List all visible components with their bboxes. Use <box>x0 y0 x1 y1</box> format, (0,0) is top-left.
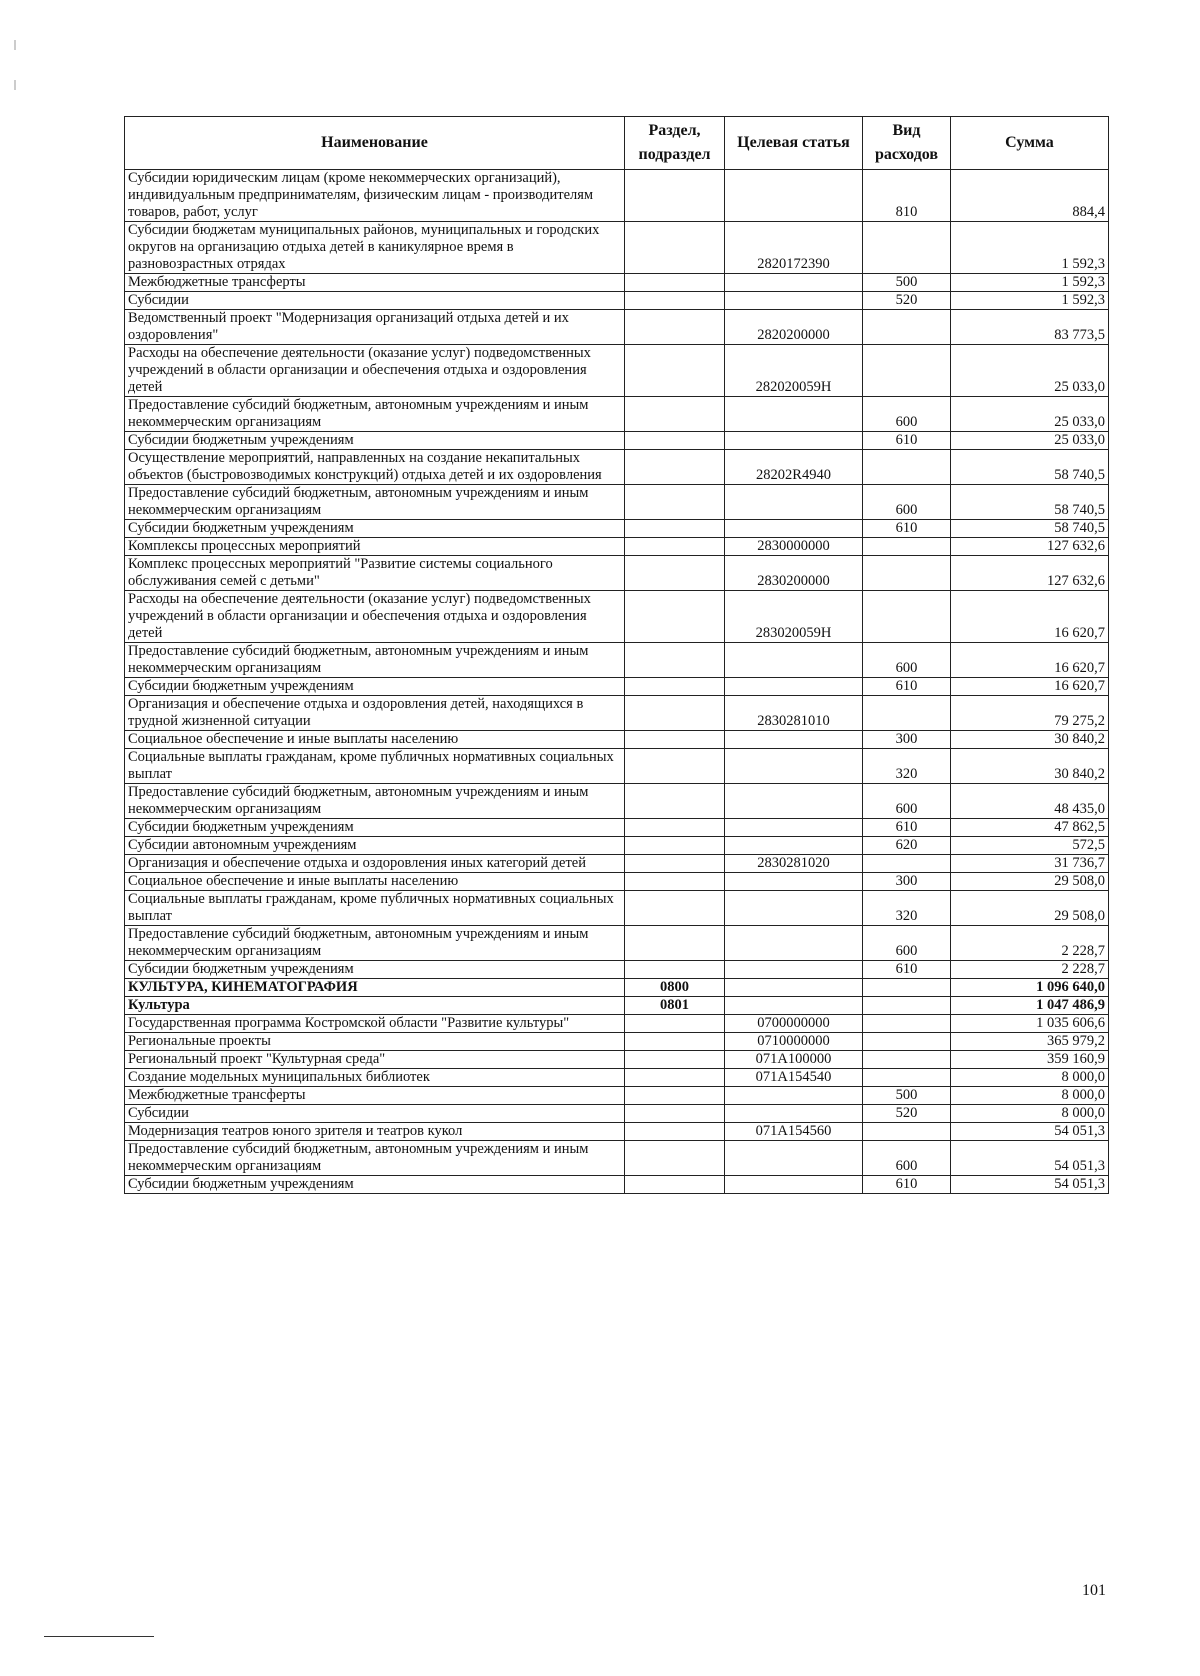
header-target: Целевая статья <box>725 117 863 170</box>
cell-sum: 48 435,0 <box>951 784 1109 819</box>
cell-section <box>625 731 725 749</box>
table-row <box>125 432 1109 450</box>
cell-target <box>725 873 863 891</box>
cell-name: Субсидии <box>125 292 625 310</box>
cell-target <box>725 979 863 997</box>
cell-section <box>625 784 725 819</box>
cell-target: 2820172390 <box>725 222 863 274</box>
table-row <box>125 749 1109 784</box>
table-row <box>125 926 1109 961</box>
cell-name: Организация и обеспечение отдыха и оздоровления иных категорий детей <box>125 855 625 873</box>
cell-sum: 2 228,7 <box>951 961 1109 979</box>
cell-name: Государственная программа Костромской области "Развитие культуры" <box>125 1015 625 1033</box>
table-row <box>125 979 1109 997</box>
cell-section <box>625 274 725 292</box>
cell-name: Межбюджетные трансферты <box>125 1087 625 1105</box>
cell-sum: 16 620,7 <box>951 678 1109 696</box>
cell-name: Социальное обеспечение и иные выплаты населению <box>125 731 625 749</box>
table-row <box>125 891 1109 926</box>
cell-section <box>625 1176 725 1194</box>
budget-table <box>124 116 1109 1194</box>
cell-sum: 2 228,7 <box>951 926 1109 961</box>
cell-target: 071А154540 <box>725 1069 863 1087</box>
cell-sum: 83 773,5 <box>951 310 1109 345</box>
cell-type <box>863 696 951 731</box>
cell-type: 600 <box>863 485 951 520</box>
cell-type <box>863 222 951 274</box>
cell-section <box>625 926 725 961</box>
cell-type: 320 <box>863 891 951 926</box>
cell-name: Субсидии бюджетным учреждениям <box>125 678 625 696</box>
cell-sum: 1 592,3 <box>951 292 1109 310</box>
table-row <box>125 1123 1109 1141</box>
cell-sum: 1 592,3 <box>951 274 1109 292</box>
cell-section <box>625 1105 725 1123</box>
cell-name: Создание модельных муниципальных библиотек <box>125 1069 625 1087</box>
cell-sum: 30 840,2 <box>951 749 1109 784</box>
cell-sum: 30 840,2 <box>951 731 1109 749</box>
cell-type: 610 <box>863 961 951 979</box>
cell-target: 282020059Н <box>725 345 863 397</box>
cell-name: Межбюджетные трансферты <box>125 274 625 292</box>
cell-target <box>725 292 863 310</box>
cell-section <box>625 485 725 520</box>
cell-name: Субсидии юридическим лицам (кроме некоммерческих организаций), индивидуальным предпринимателям, физическим лицам - производителям товаров, работ, услуг <box>125 170 625 222</box>
cell-name: Комплексы процессных мероприятий <box>125 538 625 556</box>
cell-target <box>725 1176 863 1194</box>
cell-type <box>863 450 951 485</box>
cell-target <box>725 819 863 837</box>
cell-name: Ведомственный проект "Модернизация организаций отдыха детей и их оздоровления" <box>125 310 625 345</box>
cell-section <box>625 591 725 643</box>
cell-sum: 365 979,2 <box>951 1033 1109 1051</box>
table-row <box>125 397 1109 432</box>
cell-type: 610 <box>863 819 951 837</box>
cell-name: Субсидии <box>125 1105 625 1123</box>
cell-target: 283020059Н <box>725 591 863 643</box>
header-name: Наименование <box>125 117 625 170</box>
cell-type <box>863 591 951 643</box>
cell-name: Социальные выплаты гражданам, кроме публичных нормативных социальных выплат <box>125 891 625 926</box>
table-row <box>125 222 1109 274</box>
cell-sum: 1 096 640,0 <box>951 979 1109 997</box>
cell-type <box>863 310 951 345</box>
cell-target <box>725 1141 863 1176</box>
cell-type <box>863 1051 951 1069</box>
cell-target <box>725 961 863 979</box>
cell-sum: 58 740,5 <box>951 520 1109 538</box>
cell-section: 0801 <box>625 997 725 1015</box>
table-row <box>125 1105 1109 1123</box>
cell-target <box>725 643 863 678</box>
cell-target <box>725 731 863 749</box>
cell-type: 610 <box>863 678 951 696</box>
cell-type: 610 <box>863 1176 951 1194</box>
cell-type: 520 <box>863 292 951 310</box>
table-header-row <box>125 117 1109 170</box>
cell-section <box>625 222 725 274</box>
cell-name: Предоставление субсидий бюджетным, автономным учреждениям и иным некоммерческим организациям <box>125 1141 625 1176</box>
cell-sum: 25 033,0 <box>951 432 1109 450</box>
cell-name: Региональные проекты <box>125 1033 625 1051</box>
cell-section <box>625 696 725 731</box>
cell-target: 2830000000 <box>725 538 863 556</box>
cell-type: 600 <box>863 784 951 819</box>
cell-type: 600 <box>863 926 951 961</box>
cell-section <box>625 961 725 979</box>
cell-sum: 58 740,5 <box>951 450 1109 485</box>
footer-rule <box>44 1636 154 1637</box>
cell-sum: 58 740,5 <box>951 485 1109 520</box>
cell-sum: 1 592,3 <box>951 222 1109 274</box>
cell-target: 2830281020 <box>725 855 863 873</box>
cell-sum: 572,5 <box>951 837 1109 855</box>
cell-sum: 16 620,7 <box>951 591 1109 643</box>
cell-target <box>725 520 863 538</box>
cell-sum: 54 051,3 <box>951 1123 1109 1141</box>
cell-target: 0700000000 <box>725 1015 863 1033</box>
cell-section <box>625 855 725 873</box>
cell-name: Организация и обеспечение отдыха и оздоровления детей, находящихся в трудной жизненной ситуации <box>125 696 625 731</box>
cell-type <box>863 556 951 591</box>
scan-margin-mark <box>14 40 16 50</box>
cell-target <box>725 837 863 855</box>
scan-margin-mark <box>14 80 16 90</box>
table-row <box>125 1087 1109 1105</box>
table-row <box>125 310 1109 345</box>
cell-sum: 1 035 606,6 <box>951 1015 1109 1033</box>
cell-type: 600 <box>863 1141 951 1176</box>
cell-sum: 29 508,0 <box>951 891 1109 926</box>
table-row <box>125 520 1109 538</box>
table-row <box>125 784 1109 819</box>
table-row <box>125 1015 1109 1033</box>
cell-section <box>625 1123 725 1141</box>
cell-section <box>625 1141 725 1176</box>
cell-target: 2820200000 <box>725 310 863 345</box>
cell-name: Субсидии автономным учреждениям <box>125 837 625 855</box>
cell-section <box>625 292 725 310</box>
cell-name: Расходы на обеспечение деятельности (оказание услуг) подведомственных учреждений в области организации и обеспечения отдыха и оздоровления детей <box>125 345 625 397</box>
table-row <box>125 292 1109 310</box>
table-row <box>125 170 1109 222</box>
table-row <box>125 274 1109 292</box>
cell-section <box>625 345 725 397</box>
cell-type: 600 <box>863 397 951 432</box>
cell-sum: 884,4 <box>951 170 1109 222</box>
cell-target: 0710000000 <box>725 1033 863 1051</box>
cell-type <box>863 538 951 556</box>
cell-name: Субсидии бюджетным учреждениям <box>125 432 625 450</box>
cell-sum: 8 000,0 <box>951 1105 1109 1123</box>
cell-sum: 25 033,0 <box>951 397 1109 432</box>
table-row <box>125 696 1109 731</box>
cell-name: Предоставление субсидий бюджетным, автономным учреждениям и иным некоммерческим организациям <box>125 784 625 819</box>
cell-sum: 8 000,0 <box>951 1087 1109 1105</box>
cell-target <box>725 170 863 222</box>
table-row <box>125 538 1109 556</box>
cell-name: Предоставление субсидий бюджетным, автономным учреждениям и иным некоммерческим организациям <box>125 397 625 432</box>
cell-target <box>725 749 863 784</box>
cell-sum: 47 862,5 <box>951 819 1109 837</box>
cell-target: 071А154560 <box>725 1123 863 1141</box>
cell-name: Субсидии бюджетным учреждениям <box>125 819 625 837</box>
cell-name: Предоставление субсидий бюджетным, автономным учреждениям и иным некоммерческим организациям <box>125 643 625 678</box>
cell-type: 520 <box>863 1105 951 1123</box>
cell-section <box>625 749 725 784</box>
cell-target <box>725 432 863 450</box>
cell-type <box>863 997 951 1015</box>
cell-type: 620 <box>863 837 951 855</box>
page-number: 101 <box>1082 1582 1106 1599</box>
cell-type: 810 <box>863 170 951 222</box>
cell-sum: 127 632,6 <box>951 556 1109 591</box>
cell-target <box>725 784 863 819</box>
table-row <box>125 819 1109 837</box>
cell-target <box>725 891 863 926</box>
cell-section <box>625 538 725 556</box>
cell-section <box>625 1069 725 1087</box>
table-row <box>125 997 1109 1015</box>
cell-sum: 1 047 486,9 <box>951 997 1109 1015</box>
cell-type: 500 <box>863 274 951 292</box>
cell-name: Субсидии бюджетам муниципальных районов, муниципальных и городских округов на организацию отдыха детей в каникулярное время в разновозрастных отрядах <box>125 222 625 274</box>
cell-type <box>863 1069 951 1087</box>
cell-section <box>625 1087 725 1105</box>
table-row <box>125 873 1109 891</box>
cell-sum: 29 508,0 <box>951 873 1109 891</box>
cell-section <box>625 873 725 891</box>
table-row <box>125 678 1109 696</box>
cell-section <box>625 819 725 837</box>
cell-name: Социальные выплаты гражданам, кроме публичных нормативных социальных выплат <box>125 749 625 784</box>
table-row <box>125 1033 1109 1051</box>
table-row <box>125 1069 1109 1087</box>
cell-type: 600 <box>863 643 951 678</box>
cell-sum: 54 051,3 <box>951 1176 1109 1194</box>
cell-target: 2830200000 <box>725 556 863 591</box>
cell-target <box>725 274 863 292</box>
cell-name: Комплекс процессных мероприятий "Развитие системы социального обслуживания семей с детьми" <box>125 556 625 591</box>
table-row <box>125 837 1109 855</box>
table-row <box>125 643 1109 678</box>
cell-type <box>863 345 951 397</box>
cell-sum: 127 632,6 <box>951 538 1109 556</box>
cell-sum: 359 160,9 <box>951 1051 1109 1069</box>
cell-section: 0800 <box>625 979 725 997</box>
cell-type <box>863 855 951 873</box>
cell-target <box>725 485 863 520</box>
cell-target: 2830281010 <box>725 696 863 731</box>
table-row <box>125 731 1109 749</box>
cell-type: 300 <box>863 873 951 891</box>
cell-type <box>863 1015 951 1033</box>
cell-sum: 25 033,0 <box>951 345 1109 397</box>
cell-target <box>725 1087 863 1105</box>
cell-target: 071А100000 <box>725 1051 863 1069</box>
cell-target <box>725 678 863 696</box>
cell-type <box>863 979 951 997</box>
cell-section <box>625 520 725 538</box>
cell-section <box>625 837 725 855</box>
cell-name: Предоставление субсидий бюджетным, автономным учреждениям и иным некоммерческим организациям <box>125 926 625 961</box>
cell-type: 500 <box>863 1087 951 1105</box>
table-row <box>125 591 1109 643</box>
header-type: Вид расходов <box>863 117 951 170</box>
table-row <box>125 556 1109 591</box>
cell-name: Субсидии бюджетным учреждениям <box>125 1176 625 1194</box>
cell-section <box>625 556 725 591</box>
cell-section <box>625 1051 725 1069</box>
cell-type: 300 <box>863 731 951 749</box>
table-body <box>125 170 1109 1194</box>
cell-name: Субсидии бюджетным учреждениям <box>125 961 625 979</box>
cell-type <box>863 1123 951 1141</box>
cell-target <box>725 926 863 961</box>
cell-section <box>625 643 725 678</box>
table-row <box>125 485 1109 520</box>
header-sum: Сумма <box>951 117 1109 170</box>
table-row <box>125 1176 1109 1194</box>
cell-name: Культура <box>125 997 625 1015</box>
table-row <box>125 1051 1109 1069</box>
cell-target: 28202R4940 <box>725 450 863 485</box>
cell-name: Субсидии бюджетным учреждениям <box>125 520 625 538</box>
cell-sum: 54 051,3 <box>951 1141 1109 1176</box>
header-section: Раздел, подраздел <box>625 117 725 170</box>
cell-sum: 16 620,7 <box>951 643 1109 678</box>
table-row <box>125 855 1109 873</box>
table-row <box>125 450 1109 485</box>
cell-type: 320 <box>863 749 951 784</box>
cell-section <box>625 1015 725 1033</box>
cell-section <box>625 397 725 432</box>
cell-name: Осуществление мероприятий, направленных на создание некапитальных объектов (быстровозводимых конструкций) отдыха детей и их оздоровления <box>125 450 625 485</box>
cell-name: Социальное обеспечение и иные выплаты населению <box>125 873 625 891</box>
cell-name: Расходы на обеспечение деятельности (оказание услуг) подведомственных учреждений в области организации и обеспечения отдыха и оздоровления детей <box>125 591 625 643</box>
table-row <box>125 345 1109 397</box>
cell-type <box>863 1033 951 1051</box>
table-row <box>125 1141 1109 1176</box>
cell-section <box>625 678 725 696</box>
cell-section <box>625 432 725 450</box>
cell-name: Региональный проект "Культурная среда" <box>125 1051 625 1069</box>
cell-sum: 79 275,2 <box>951 696 1109 731</box>
cell-name: Модернизация театров юного зрителя и театров кукол <box>125 1123 625 1141</box>
cell-section <box>625 170 725 222</box>
cell-type: 610 <box>863 432 951 450</box>
table-row <box>125 961 1109 979</box>
cell-section <box>625 450 725 485</box>
cell-sum: 31 736,7 <box>951 855 1109 873</box>
cell-type: 610 <box>863 520 951 538</box>
cell-section <box>625 310 725 345</box>
cell-name: КУЛЬТУРА, КИНЕМАТОГРАФИЯ <box>125 979 625 997</box>
cell-target <box>725 1105 863 1123</box>
cell-name: Предоставление субсидий бюджетным, автономным учреждениям и иным некоммерческим организациям <box>125 485 625 520</box>
cell-section <box>625 891 725 926</box>
cell-target <box>725 997 863 1015</box>
cell-section <box>625 1033 725 1051</box>
cell-target <box>725 397 863 432</box>
cell-sum: 8 000,0 <box>951 1069 1109 1087</box>
